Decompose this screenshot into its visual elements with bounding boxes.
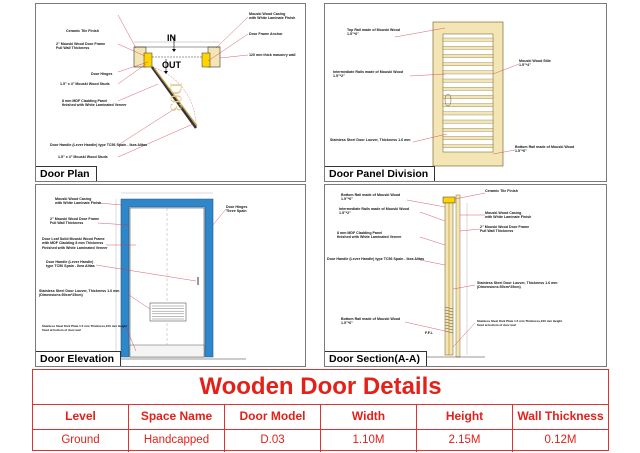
label-ffl: F.F.L [425, 331, 433, 335]
label-casing: Mouski Wood Casing with White Laminate Finish [249, 12, 296, 21]
label-studs-1: 1.5" x 4" Mouski Wood Studs [60, 82, 110, 86]
door-details-table [32, 369, 609, 451]
door-panel-division-panel [324, 3, 607, 182]
header-height: Height [417, 405, 513, 429]
label-louver: Stainless Steel Door Louver, Thickness 1.6 mm [330, 138, 411, 142]
cell-space-name: Handcapped [129, 428, 225, 452]
label-frame: 2" Mouski Wood Door Frame Full Wall Thickness [480, 225, 530, 234]
label-intermediate-rails: Intermediate Rails made of Mouski Wood 1.5"*2" [339, 207, 410, 216]
label-wall: 120 mm thick masonry wall [249, 53, 296, 57]
cell-height: 2.15M [417, 428, 513, 452]
label-studs-2: 1.5" x 4" Mouski Wood Studs [58, 155, 108, 159]
panel-title: Door Section(A-A) [325, 351, 427, 366]
header-wall-thickness: Wall Thickness [517, 409, 604, 423]
kick-plate [130, 345, 204, 357]
frame-right [202, 53, 210, 67]
label-handle: Door Handle (Lever Handle) type TC56 Spain - Ikea Alitas [327, 257, 425, 261]
label-casing: Mouski Wood Casing with White Laminate Finish [55, 197, 102, 206]
label-bottom-rail: Bottom Rail made of Mouski Wood 1.5"*6" [515, 145, 575, 154]
label-ceramic: Ceramic Tile Finish [66, 29, 99, 33]
label-bottom-rail-low: Bottom Rail made of Mouski Wood 1.5"*6" [341, 317, 401, 326]
header-space-name: Space Name [129, 405, 225, 429]
label-kick-plate: Stainless Steel Kick Plate 1.5 mm Thickness,100 mm Height fixed at bottom of door leaf [477, 319, 563, 328]
cell-door-model: D.03 [225, 428, 321, 452]
label-top-rail: Top Rail made of Mouski Wood 1.5"*6" [347, 28, 400, 37]
cell-level: Ground [33, 428, 129, 452]
label-casing: Mouski Wood Casing with White Laminate Finish [485, 211, 532, 220]
label-kick-plate: Stainless Steel Kick Plate 1.5 mm Thickness,100 mm Height fixed at bottom of door leaf [42, 324, 128, 333]
label-louver: Stainless Steel Door Louver, Thickness 1.6 mm (Dimensions:50cm*25cm) [477, 281, 558, 290]
table-title: Wooden Door Details [199, 373, 442, 400]
table-header-row [33, 404, 608, 430]
label-hinges: Door Hinges Three Spain [226, 205, 248, 214]
label-handle: Door Handle (Lever Handle) type TC56 Spain - Ikea Alitas [50, 143, 148, 147]
panel-title: Door Plan [36, 166, 97, 181]
door-elevation-panel [35, 184, 306, 367]
door-tag: D03 [166, 82, 186, 112]
panel-title: Door Elevation [36, 351, 121, 366]
label-hinges: Door Hinges [91, 72, 113, 76]
label-leaf: Door Leaf Solid Mouski Wood Frame with MDF Cladding 8 mm Thickness Finished with White Laminated Veneer [42, 237, 108, 250]
frame-left [144, 53, 152, 67]
label-stile: Mouski Wood Stile 1.5"*4" [519, 59, 551, 68]
label-intermediate-rails: Intermediate Rails made of Mouski Wood 1.5"*2" [333, 70, 404, 79]
label-frame: 2" Mouski Wood Door Frame Full Wall Thickness [50, 217, 100, 226]
frame-head [443, 197, 455, 203]
label-mdf: 8 mm MDF Cladding Panel finished with White Laminated Veneer [337, 231, 402, 240]
label-ceramic: Ceramic Tile Finish [485, 189, 518, 193]
panel-title: Door Panel Division [325, 166, 435, 181]
header-width: Width [321, 405, 417, 429]
header-door-model: Door Model [225, 405, 321, 429]
cell-wall-thickness: 0.12M [544, 434, 577, 446]
table-row [33, 428, 608, 452]
label-frame: 2" Mouski Wood Door Frame Full Wall Thickness [56, 42, 106, 51]
out-label: OUT [162, 60, 181, 70]
cell-width: 1.10M [321, 428, 417, 452]
label-bottom-rail-top: Bottom Rail made of Mouski Wood 1.5"*6" [341, 193, 401, 202]
louver-box [150, 303, 186, 321]
door-elevation-drawing [36, 185, 306, 367]
label-handle: Door Handle (Lever Handle) type TC56 Spain - Ikea Alitas [46, 260, 95, 269]
label-mdf: 8 mm MDF Cladding Panel finished with White Laminated Veneer [62, 99, 127, 108]
door-section-panel [324, 184, 607, 367]
in-label: IN [167, 33, 176, 43]
header-level: Level [33, 405, 129, 429]
label-louver: Stainless Steel Door Louver, Thickness 1.6 mm (Dimensions:50cm*25cm) [39, 289, 120, 298]
label-anchor: Door Frame Anchor [249, 32, 283, 36]
door-plan-panel [35, 3, 306, 182]
